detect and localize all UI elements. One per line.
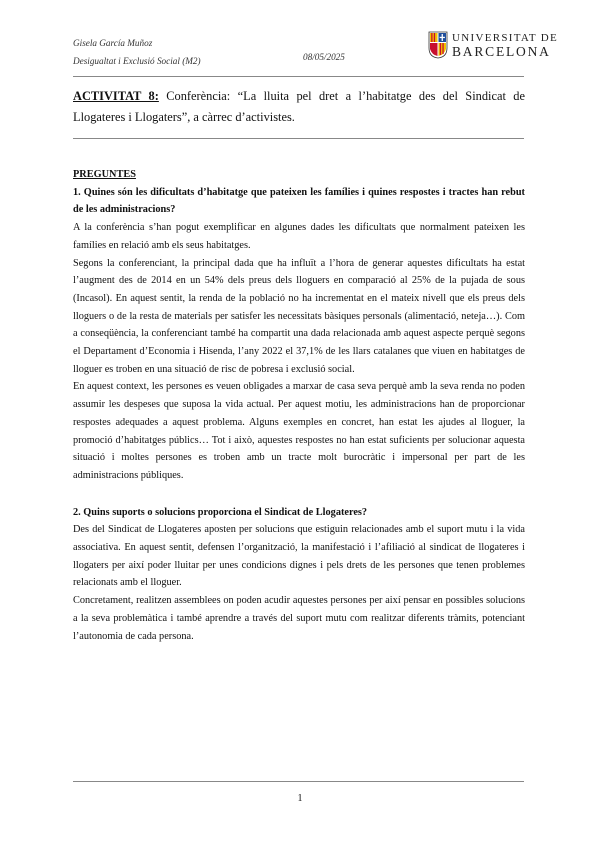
answer-1-paragraph: En aquest context, les persones es veuen obligades a marxar de casa seva perquè amb la seva renda no poden assumir les despeses que suposa la vida actual. Per aquest motiu, les administracions han de proporcionar respostes adequades a aquest problema. Alguns exemples en concret, han estat les ajudes al lloguer, la promoció d’habitatges públics… Tot i això, aquestes respostes no han estat suficients per solucionar aquesta situació i moltes persones es troben amb un tracte molt burocràtic i impersonal per part de les administracions públiques. xyxy=(73,381,525,481)
activity-label: ACTIVITAT 8: xyxy=(73,89,159,103)
university-logo xyxy=(428,28,559,66)
footer-divider xyxy=(73,781,524,782)
logo-text-line1: UNIVERSITAT DE xyxy=(452,32,559,44)
document-date: 08/05/2025 xyxy=(303,52,345,62)
answer-2-paragraph: Concretament, realitzen assemblees on poden acudir aquestes persones per així pensar en possibles solucions a la seva problemàtica i també aprendre a través del suport mutu com realitzar diferents tràmits, potenciant l’autonomia de cada persona. xyxy=(73,595,525,642)
questions-heading: PREGUNTES xyxy=(73,169,136,180)
page-number: 1 xyxy=(297,793,303,804)
header-info xyxy=(73,34,201,70)
header-divider xyxy=(73,76,524,77)
question-2: 2. Quins suports o solucions proporciona el Sindicat de Llogateres? xyxy=(73,506,368,518)
section-divider xyxy=(73,138,524,139)
activity-text: Conferència: “La lluita pel dret a l’habitatge des del Sindicat de Llogateres i Llogaters”, a càrrec d’activistes. xyxy=(73,89,525,124)
answer-1-paragraph: A la conferència s’han pogut exemplificar en algunes dades les dificultats que normalment pateixen les famílies en relació amb els seus habitatges. xyxy=(73,222,525,251)
logo-text-line2: BARCELONA xyxy=(452,44,551,59)
university-crest-icon xyxy=(428,31,448,59)
document-body xyxy=(73,166,525,645)
activity-title xyxy=(73,86,525,128)
answer-2-paragraph: Des del Sindicat de Llogateres aposten per solucions que estiguin relacionades amb el suport mutu i la vida associativa. En aquest sentit, defensen l’organització, la manifestació i l’afiliació al sindicat de llogateres i llogaters per així poder lluitar per unes condicions dignes i pels drets de les persones que tenen problemes relacionats amb el lloguer. xyxy=(73,524,525,589)
answer-1-paragraph: Segons la conferenciant, la principal dada que ha influït a l’hora de generar aquestes dificultats ha estat l’augment des de 2014 en un 54% dels preus dels lloguers en comparació al 25% de la pujada de sous (Incasol). En aquest sentit, la renda de la població no ha incrementat en el mateix nivell que els preus dels lloguers o de la resta de materials per satisfer les necessitats bàsiques personals (alimentació, neteja…). Com a conseqüència, la conferenciant també ha compartit una dada relacionada amb aquest aspecte perquè segons el Departament d’Economia i Hisenda, l’any 2022 el 37,1% de les llars catalanes que viuen en habitatges de lloguer es troben en una situació de risc de pobresa i exclusió social. xyxy=(73,257,525,375)
course-name: Desigualtat i Exclusió Social (M2) xyxy=(73,56,201,66)
question-1: 1. Quines són les dificultats d’habitatge que pateixen les famílies i quines respostes i tractes han rebut de les administracions? xyxy=(73,186,525,216)
author-name: Gisela García Muñoz xyxy=(73,38,153,48)
